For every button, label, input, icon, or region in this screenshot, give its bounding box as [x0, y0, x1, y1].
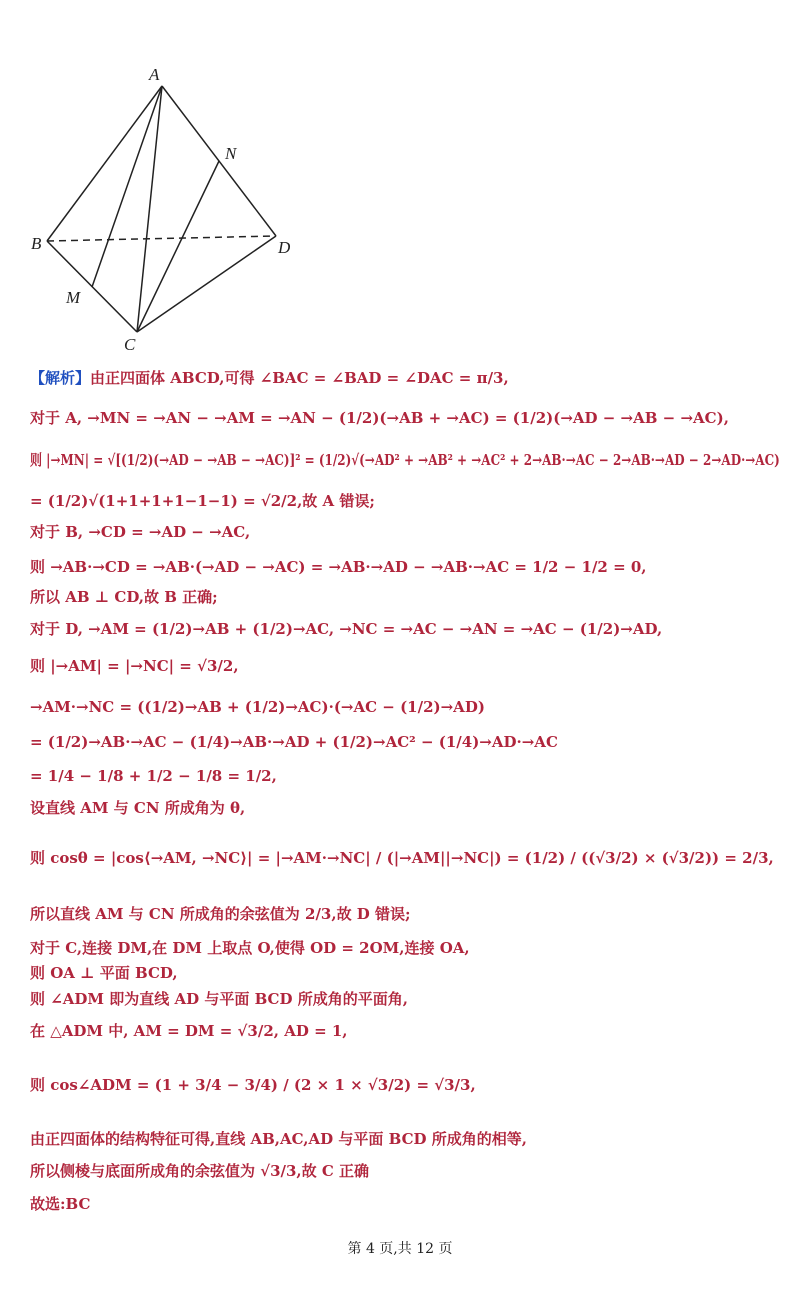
- solution-line-13: 设直线 AM 与 CN 所成角为 θ,: [30, 799, 246, 817]
- solution-line-16: 对于 C,连接 DM,在 DM 上取点 O,使得 OD = 2OM,连接 OA,: [30, 939, 470, 957]
- vertex-label-M: M: [66, 288, 81, 307]
- solution-line-5: 对于 B, →CD = →AD − →AC,: [30, 523, 251, 541]
- solution-line-4: = (1/2)√(1+1+1+1−1−1) = √2/2,故 A 错误;: [30, 492, 375, 510]
- solution-line-8: 对于 D, →AM = (1/2)→AB + (1/2)→AC, →NC = →AC − →AN = →AC − (1/2)→AD,: [30, 620, 663, 638]
- solution-line-12: = 1/4 − 1/8 + 1/2 − 1/8 = 1/2,: [30, 767, 277, 785]
- vertex-label-B: B: [31, 234, 42, 253]
- solution-line-2: 对于 A, →MN = →AN − →AM = →AN − (1/2)(→AB + →AC) = (1/2)(→AD − →AB − →AC),: [30, 409, 729, 427]
- solution-line-11: = (1/2)→AB·→AC − (1/4)→AB·→AD + (1/2)→AC² − (1/4)→AD·→AC: [30, 733, 558, 751]
- solution-line-20: 则 cos∠ADM = (1 + 3/4 − 3/4) / (2 × 1 × √3/2) = √3/3,: [30, 1076, 476, 1094]
- segment-CN: [137, 161, 219, 332]
- solution-line-21: 由正四面体的结构特征可得,直线 AB,AC,AD 与平面 BCD 所成角的相等,: [30, 1130, 527, 1148]
- vertex-label-D: D: [278, 238, 291, 257]
- solution-line-1: [30, 368, 509, 388]
- solution-line-3: 则 |→MN| = √[(1/2)(→AD − →AB − →AC)]² = (1/2)√(→AD² + →AB² + →AC² + 2→AB·→AC − 2→AB·→AD − 2→AD·→AC): [30, 451, 780, 469]
- solution-line-23: 故选:BC: [30, 1195, 91, 1213]
- solution-line-9: 则 |→AM| = |→NC| = √3/2,: [30, 657, 239, 675]
- edge-CD: [137, 236, 276, 332]
- solution-line-7: 所以 AB ⊥ CD,故 B 正确;: [30, 588, 218, 606]
- page-footer: 第 4 页,共 12 页: [347, 1241, 453, 1257]
- vertex-label-C: C: [124, 335, 136, 354]
- tetrahedron-figure: [0, 0, 800, 360]
- solution-line-19: 在 △ADM 中, AM = DM = √3/2, AD = 1,: [30, 1022, 348, 1040]
- solution-line-17: 则 OA ⊥ 平面 BCD,: [30, 964, 178, 982]
- vertex-label-N: N: [225, 144, 237, 163]
- solution-line-10: →AM·→NC = ((1/2)→AB + (1/2)→AC)·(→AC − (1/2)→AD): [30, 698, 485, 716]
- solution-line-22: 所以侧棱与底面所成角的余弦值为 √3/3,故 C 正确: [30, 1162, 370, 1180]
- solution-header: 【解析】: [30, 369, 91, 387]
- vertex-label-A: A: [149, 65, 160, 84]
- edge-AB: [47, 86, 162, 241]
- edge-BD-hidden: [47, 236, 276, 241]
- solution-line-text: 由正四面体 ABCD,可得 ∠BAC = ∠BAD = ∠DAC = π/3,: [90, 369, 509, 387]
- solution-line-15: 所以直线 AM 与 CN 所成角的余弦值为 2/3,故 D 错误;: [30, 905, 411, 923]
- solution-line-14: 则 cosθ = |cos⟨→AM, →NC⟩| = |→AM·→NC| / (|→AM||→NC|) = (1/2) / ((√3/2) × (√3/2)) = 2/3,: [30, 849, 774, 867]
- solution-line-6: 则 →AB·→CD = →AB·(→AD − →AC) = →AB·→AD − →AB·→AC = 1/2 − 1/2 = 0,: [30, 558, 647, 576]
- solution-line-18: 则 ∠ADM 即为直线 AD 与平面 BCD 所成角的平面角,: [30, 990, 408, 1008]
